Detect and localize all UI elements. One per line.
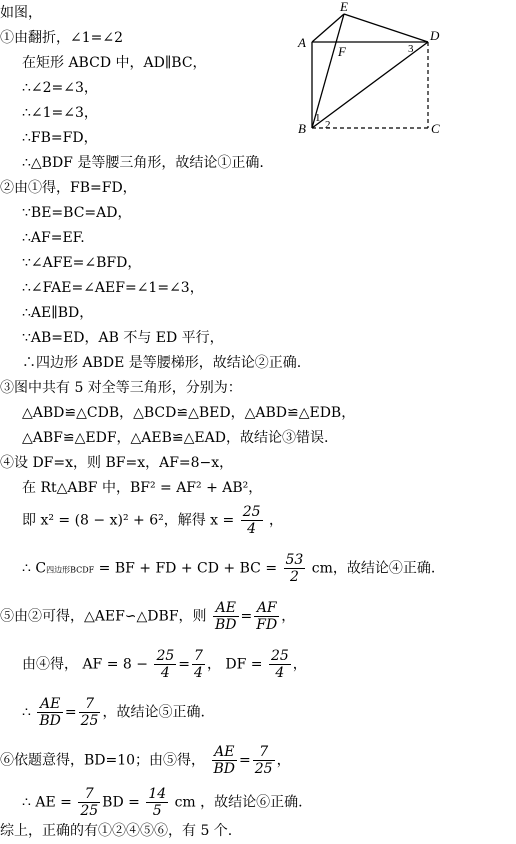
s2-line7: ∵AB=ED，AB 不与 ED 平行， (22, 330, 224, 346)
fraction-7-4: $\frac{7}{4}$ (194, 648, 203, 681)
s6-line1 (0, 744, 291, 777)
s5-line3-end: ，故结论⑤正确. (102, 704, 205, 721)
s5-line1-end: ， (281, 608, 296, 625)
fraction-AE-BD: $\frac{AE}{BD}$ (39, 696, 61, 729)
fraction-53-2: $\frac{53}{2}$ (285, 552, 304, 585)
label-3: 3 (408, 43, 414, 55)
s5-line2 (22, 648, 307, 681)
geometry-figure (292, 0, 452, 140)
fraction-AF-FD: $\frac{AF}{FD}$ (256, 600, 278, 633)
s1-line1: ①由翻折，∠1=∠2 (0, 30, 124, 46)
fraction-25-4: $\frac{25}{4}$ (270, 648, 289, 681)
s3-line1: ③图中共有 5 对全等三角形，分别为： (0, 380, 242, 396)
s1-line3: ∴∠2=∠3， (22, 80, 98, 96)
fraction-AE-BD: $\frac{AE}{BD}$ (215, 600, 237, 633)
summary-line: 综上，正确的有①②④⑤⑥，有 5 个. (0, 823, 233, 839)
s2-line8: ∴四边形 ABDE 是等腰梯形，故结论②正确. (22, 355, 302, 371)
equals-sign: = (240, 608, 253, 625)
s6-line1-text: ⑥依题意得，BD=10；由⑤得， (0, 752, 206, 769)
s4-line4 (22, 552, 435, 585)
equals-sign: = (239, 752, 251, 769)
s2-line2: ∵BE=BC=AD， (22, 205, 132, 221)
label-B: B (298, 121, 306, 136)
s6-line2-end: cm ，故结论⑥正确. (170, 794, 303, 811)
s4-line1: ④设 DF=x，则 BF=x，AF=8−x， (0, 455, 234, 471)
intro-line: 如图， (0, 5, 42, 21)
s2-line6: ∴AE∥BD， (22, 305, 94, 321)
equals-sign: = (64, 704, 77, 721)
s6-line2-text: ∴ AE = (22, 794, 72, 811)
s1-line5: ∴FB=FD， (22, 130, 98, 146)
s4-line2: 在 Rt△ABF 中，BF² = AF² + AB²， (22, 480, 263, 496)
s4-line3-text: 即 x² = (8 − x)² + 6²，解得 x = (22, 512, 235, 529)
label-1: 1 (315, 112, 321, 124)
label-C: C (431, 121, 440, 136)
fraction-7-25: $\frac{7}{25}$ (80, 786, 99, 819)
label-2: 2 (325, 119, 331, 131)
s3-line2: △ABD≌△CDB，△BCD≌△BED，△ABD≌△EDB， (22, 405, 356, 421)
s5-line2-df: ， DF = (206, 656, 263, 673)
s5-line2-text: 由④得， AF = 8 − (22, 656, 148, 673)
s6-line2 (22, 786, 303, 819)
s4-line3-end: ， (268, 512, 283, 529)
label-D: D (430, 28, 440, 43)
label-A: A (298, 35, 306, 50)
s2-line1: ②由①得，FB=FD， (0, 180, 137, 196)
s5-line2-end: ， (292, 656, 307, 673)
label-E: E (340, 0, 348, 14)
segment-ED (344, 14, 428, 42)
s2-line3: ∴AF=EF. (22, 230, 85, 246)
s5-line1-text: ⑤由②可得，△AEF∽△DBF，则 (0, 608, 207, 625)
s4-line4-expr: = BF + FD + CD + BC = (94, 560, 278, 577)
fraction-7-25: $\frac{7}{25}$ (254, 744, 273, 777)
s6-line1-end: ， (276, 752, 291, 769)
s1-line4: ∴∠1=∠3， (22, 105, 98, 121)
segment-AE (312, 14, 344, 42)
s5-line3 (22, 696, 205, 729)
fraction-25-4: $\frac{25}{4}$ (242, 504, 261, 537)
s6-line2-bd: BD = (102, 794, 140, 811)
s3-line3: △ABF≌△EDF，△AEB≌△EAD，故结论③错误. (22, 430, 329, 446)
fraction-7-25: $\frac{7}{25}$ (80, 696, 99, 729)
s4-line4-c: ∴ C (22, 560, 47, 577)
s4-line4-end: cm，故结论④正确. (307, 560, 436, 577)
fraction-AE-BD: $\frac{AE}{BD}$ (213, 744, 236, 777)
s4-line3 (22, 504, 283, 537)
segment-BE (312, 14, 344, 128)
s1-line6: ∴△BDF 是等腰三角形，故结论①正确. (22, 155, 264, 171)
s2-line4: ∵∠AFE=∠BFD， (22, 255, 142, 271)
label-F: F (338, 44, 346, 59)
therefore-sign: ∴ (22, 704, 31, 721)
equals-sign: = (178, 656, 191, 673)
s2-line5: ∴∠FAE=∠AEF=∠1=∠3， (22, 280, 204, 296)
s5-line1 (0, 600, 295, 633)
perimeter-subscript: 四边形BCDF (46, 565, 95, 575)
s1-line2: 在矩形 ABCD 中，AD∥BC， (22, 55, 207, 71)
fraction-25-4: $\frac{25}{4}$ (156, 648, 175, 681)
fraction-14-5: $\frac{14}{5}$ (148, 786, 167, 819)
